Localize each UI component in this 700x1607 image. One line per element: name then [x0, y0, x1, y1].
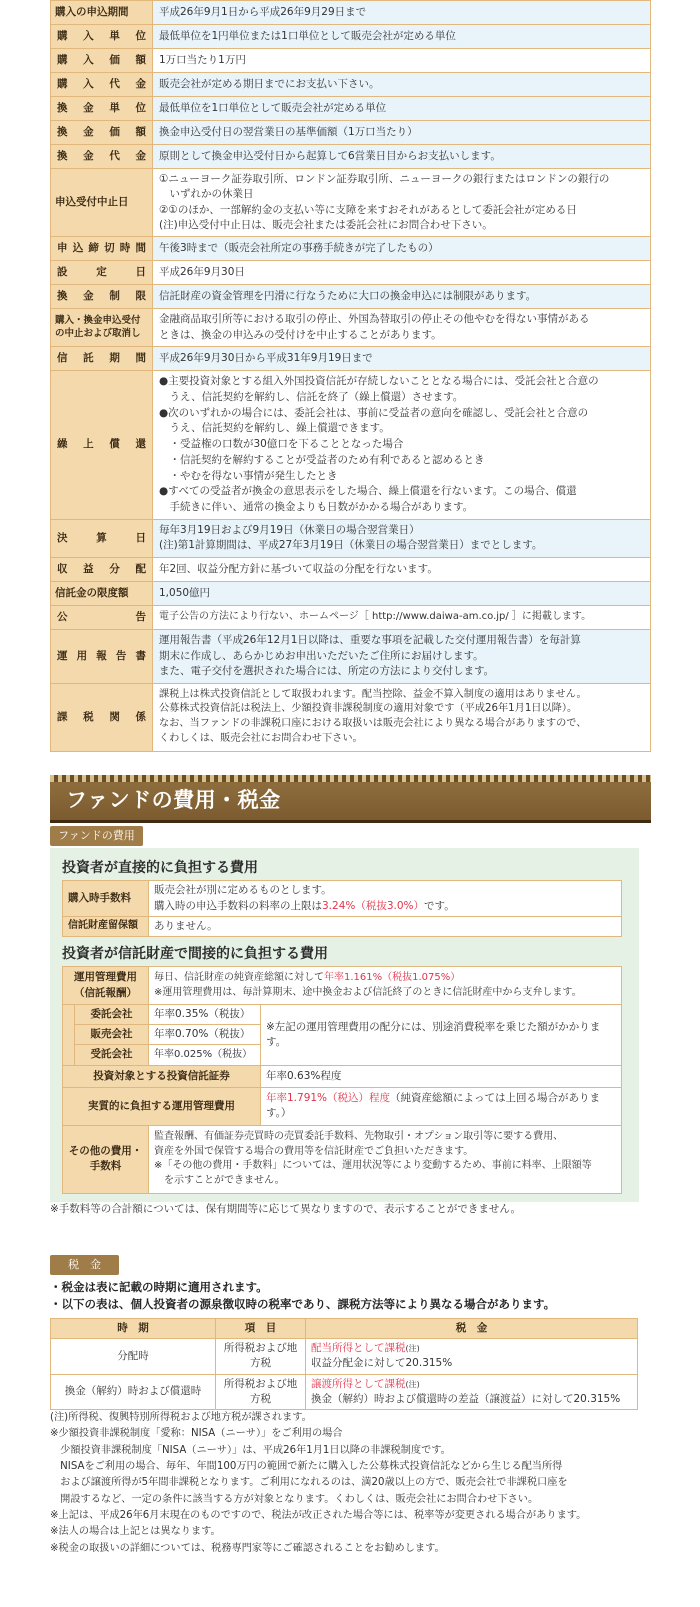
- table-row: [51, 629, 651, 683]
- tax-table: [50, 1318, 638, 1410]
- row-key: 決算日: [51, 519, 153, 557]
- row-value: 原則として換金申込受付日から起算して6営業日目からお支払いします。: [153, 145, 651, 169]
- value-line: を示すことができません。: [154, 1174, 285, 1186]
- divider: [50, 820, 651, 823]
- row-key: 運用報告書: [51, 629, 153, 683]
- spacer: [63, 1005, 75, 1066]
- value-line: 販売会社が別に定めるものとします。: [154, 884, 332, 897]
- highlight-rate: 3.24%（税抜3.0%）: [322, 899, 425, 912]
- row-value: [153, 519, 651, 557]
- row-key: 公告: [51, 605, 153, 629]
- row-value: 平成26年9月1日から平成26年9月29日まで: [153, 1, 651, 25]
- table-row: [51, 581, 651, 605]
- row-key: 収益分配: [51, 557, 153, 581]
- row-value: [153, 629, 651, 683]
- table-row: [51, 25, 651, 49]
- value-line: (注)申込受付中止日は、販売会社または委託会社にお問合わせ下さい。: [159, 218, 493, 231]
- table-row: [63, 1125, 622, 1193]
- reserve-value: ありません。: [149, 917, 622, 937]
- table-header-row: [51, 1319, 638, 1339]
- highlight-text: 配当所得として課税: [311, 1342, 406, 1355]
- purchase-fee-value: [149, 881, 622, 917]
- breakdown-note: ※左記の運用管理費用の配分には、別途消費税率を乗じた額がかかります。: [261, 1005, 622, 1066]
- row-key: 換金単位: [51, 97, 153, 121]
- other-fee-label: その他の費用・手数料: [63, 1125, 149, 1193]
- breakdown-label: 販売会社: [75, 1025, 149, 1045]
- direct-fee-table: [62, 880, 622, 937]
- row-value: 電子公告の方法により行ない、ホームページ［ http://www.daiwa-am.co.jp/ ］に掲載します。: [153, 605, 651, 629]
- table-row: [63, 1065, 622, 1087]
- breakdown-value: 年率0.35%（税抜）: [149, 1005, 261, 1025]
- value-line: ●すべての受益者が換金の意思表示をした場合、繰上償還を行ないます。この場合、償還: [159, 485, 577, 498]
- indirect-fee-table: [62, 966, 622, 1194]
- table-row: [51, 261, 651, 285]
- table-row: [51, 371, 651, 520]
- row-key: 繰上償還: [51, 371, 153, 520]
- value-line: 金融商品取引所等における取引の停止、外国為替取引の停止その他やむを得ない事情がある: [159, 313, 590, 326]
- tax-item: 所得税および地方税: [216, 1339, 306, 1374]
- note-line: 開設するなど、一定の条件に該当する方が対象となります。くわしくは、販売会社にお問合わせ下さい。: [50, 1493, 539, 1505]
- row-key: 換金価額: [51, 121, 153, 145]
- value-line: 運用報告書（平成26年12月1日以降は、重要な事項を記載した交付運用報告書）を毎計算: [159, 634, 581, 647]
- breakdown-label: 受託会社: [75, 1045, 149, 1065]
- value-line: また、電子交付を選択された場合には、所定の方法により交付します。: [159, 664, 495, 677]
- row-key: 購入の申込期間: [51, 1, 153, 25]
- note-line: ※法人の場合は上記とは異なります。: [50, 1526, 221, 1538]
- value-line: ●次のいずれかの場合には、委託会社は、事前に受益者の意向を確認し、受託会社と合意の: [159, 406, 589, 419]
- purchase-fee-label: 購入時手数料: [63, 881, 149, 917]
- text: 毎日、信託財産の純資産総額に対して: [154, 972, 324, 983]
- value-line: ②①のほか、一部解約金の支払い等に支障を来すおそれがあるとして委託会社が定める日: [159, 203, 577, 216]
- value-line: うえ、信託契約を解約し、信託を終了（繰上償還）させます。: [159, 390, 464, 403]
- note-line: ※税金の取扱いの詳細については、税務専門家等にご確認されることをお勧めします。: [50, 1542, 445, 1554]
- value-line: [311, 1341, 632, 1356]
- value-line: ・信託契約を解約することが受益者のため有利であると認めるとき: [159, 453, 485, 466]
- note-line: NISAをご利用の場合、毎年、年間100万円の範囲で新たに購入した公募株式投資信託などから生じる配当所得: [50, 1460, 563, 1472]
- row-value: [153, 371, 651, 520]
- table-row: [51, 1, 651, 25]
- row-key: 申込締切時間: [51, 237, 153, 261]
- table-row: [51, 519, 651, 557]
- row-key: 購入価額: [51, 49, 153, 73]
- table-row: [51, 121, 651, 145]
- table-row: [51, 49, 651, 73]
- fee-footnote: ※手数料等の合計額については、保有期間等に応じて異なりますので、表示することができません。: [50, 1203, 522, 1215]
- row-key: 購入・換金申込受付の中止および取消し: [51, 309, 153, 347]
- tax-tag: 税 金: [50, 1255, 119, 1275]
- target-label: 投資対象とする投資信託証券: [63, 1065, 261, 1087]
- table-row: [63, 1005, 622, 1025]
- row-key: 購入代金: [51, 73, 153, 97]
- value-line: [154, 899, 616, 914]
- note-line: ※少額投資非課税制度「愛称：NISA（ニーサ）」をご利用の場合: [50, 1428, 343, 1440]
- row-key: 信託期間: [51, 347, 153, 371]
- row-value: 午後3時まで（販売会社所定の事務手続きが完了したもの）: [153, 237, 651, 261]
- table-row: [51, 169, 651, 237]
- row-key: 購入単位: [51, 25, 153, 49]
- other-fee-value: [149, 1125, 622, 1193]
- value-line: ・受益権の口数が30億口を下ることとなった場合: [159, 438, 404, 450]
- tax-period: 分配時: [51, 1339, 216, 1374]
- tax-notes: [50, 1410, 586, 1557]
- row-key: 課税関係: [51, 683, 153, 751]
- mgmt-fee-label: 運用管理費用（信託報酬）: [63, 967, 149, 1005]
- value-line: 監査報酬、有価証券売買時の売買委託手数料、先物取引・オプション取引等に要する費用、: [154, 1131, 564, 1143]
- row-value: 平成26年9月30日から平成31年9月19日まで: [153, 347, 651, 371]
- value-line: 換金（解約）時および償還時の差益（譲渡益）に対して20.315%: [311, 1392, 621, 1405]
- value-line: 手続きに伴い、通常の換金よりも日数がかかる場合があります。: [159, 501, 474, 513]
- tax-bullet: ・税金は表に記載の時期に適用されます。: [50, 1280, 268, 1294]
- note-mark: (注): [405, 1344, 420, 1354]
- row-value: 換金申込受付日の翌営業日の基準価額（1万口当たり）: [153, 121, 651, 145]
- column-header: 税 金: [306, 1319, 638, 1339]
- table-row: [51, 97, 651, 121]
- text: （純資産総額によっては上回る場合があります。）: [266, 1091, 601, 1120]
- row-key: 申込受付中止日: [51, 169, 153, 237]
- row-key: 換金代金: [51, 145, 153, 169]
- tax-value: [306, 1339, 638, 1374]
- row-key: 信託金の限度額: [51, 581, 153, 605]
- row-key: 設定日: [51, 261, 153, 285]
- row-value: [153, 309, 651, 347]
- row-value: 販売会社が定める期日までにお支払い下さい。: [153, 73, 651, 97]
- row-value: 1,050億円: [153, 581, 651, 605]
- row-value: 信託財産の資金管理を円滑に行なうために大口の換金申込には制限があります。: [153, 285, 651, 309]
- table-row: [63, 967, 622, 1005]
- table-row: [63, 917, 622, 937]
- value-line: [311, 1377, 632, 1392]
- section-title: ファンドの費用・税金: [66, 788, 281, 812]
- note-line: 少額投資非課税制度「NISA（ニーサ）」は、平成26年1月1日以降の非課税制度です。: [50, 1444, 451, 1456]
- table-row: [51, 347, 651, 371]
- note-mark: (注): [405, 1379, 420, 1389]
- tax-period: 換金（解約）時および償還時: [51, 1374, 216, 1409]
- table-row: [51, 309, 651, 347]
- value-line: うえ、信託契約を解約し、繰上償還できます。: [159, 422, 390, 435]
- column-header: 項 目: [216, 1319, 306, 1339]
- table-row: [51, 683, 651, 751]
- mgmt-fee-value: [149, 967, 622, 1005]
- breakdown-label: 委託会社: [75, 1005, 149, 1025]
- indirect-fee-heading: 投資者が信託財産で間接的に負担する費用: [62, 946, 328, 962]
- row-value: 平成26年9月30日: [153, 261, 651, 285]
- value-line: くわしくは、販売会社にお問合わせ下さい。: [159, 733, 363, 745]
- table-row: [63, 1087, 622, 1125]
- value-line: いずれかの休業日: [159, 188, 254, 201]
- row-value: 年2回、収益分配方針に基づいて収益の分配を行ないます。: [153, 557, 651, 581]
- row-value: 最低単位を1円単位または1口単位として販売会社が定める単位: [153, 25, 651, 49]
- value-line: (注)第1計算期間は、平成27年3月19日（休業日の場合翌営業日）までとします。: [159, 539, 543, 552]
- value-line: ①ニューヨーク証券取引所、ロンドン証券取引所、ニューヨークの銀行またはロンドンの銀行の: [159, 173, 610, 186]
- highlight-rate: 年率1.161%（税抜1.075%）: [324, 972, 461, 983]
- value-line: ※「その他の費用・手数料」については、運用状況等により変動するため、事前に料率、上限額等: [154, 1160, 592, 1172]
- text: 購入時の申込手数料の料率の上限は: [154, 899, 322, 912]
- tax-bullet: ・以下の表は、個人投資者の源泉徴収時の税率であり、課税方法等により異なる場合があります。: [50, 1297, 556, 1311]
- row-value: [153, 169, 651, 237]
- effective-label: 実質的に負担する運用管理費用: [63, 1087, 261, 1125]
- tax-value: [306, 1374, 638, 1409]
- value-line: 公募株式投資信託は税法上、少額投資非課税制度の適用対象です（平成26年1月1日以降）。: [159, 703, 578, 715]
- value-line: 資産を外国で保管する場合の費用等を信託財産でご負担いただきます。: [154, 1145, 474, 1157]
- row-value: [153, 683, 651, 751]
- note-line: および譲渡所得が5年間非課税となります。ご利用になれるのは、満20歳以上の方で、販売会社で非課税口座を: [50, 1477, 568, 1489]
- highlight-text: 譲渡所得として課税: [311, 1377, 406, 1390]
- value-line: 課税上は株式投資信託として取扱われます。配当控除、益金不算入制度の適用はありません。: [159, 688, 587, 700]
- value-line: ●主要投資対象とする組入外国投資信託が存続しないこととなる場合には、受託会社と合意の: [159, 375, 599, 387]
- direct-fee-heading: 投資者が直接的に負担する費用: [62, 860, 258, 876]
- fee-tag: ファンドの費用: [50, 826, 143, 846]
- value-line: なお、当ファンドの非課税口座における取扱いは販売会社により異なる場合がありますので、: [159, 718, 587, 730]
- table-row: [51, 73, 651, 97]
- note-line: ※上記は、平成26年6月末現在のものですので、税法が改正された場合等には、税率等が変更される場合があります。: [50, 1509, 587, 1521]
- row-value: 最低単位を1口単位として販売会社が定める単位: [153, 97, 651, 121]
- value-line: ときは、換金の申込みの受付けを中止することがあります。: [159, 328, 442, 341]
- breakdown-value: 年率0.70%（税抜）: [149, 1025, 261, 1045]
- value-line: ※運用管理費用は、毎計算期末、途中換金および信託終了のときに信託財産中から支弁します。: [154, 986, 582, 998]
- value-line: 収益分配金に対して20.315%: [311, 1357, 453, 1370]
- table-row: [51, 1339, 638, 1374]
- row-value: 1万口当たり1万円: [153, 49, 651, 73]
- tax-item: 所得税および地方税: [216, 1374, 306, 1409]
- table-row: [63, 881, 622, 917]
- table-row: [51, 145, 651, 169]
- table-row: [51, 557, 651, 581]
- row-key: 換金制限: [51, 285, 153, 309]
- value-line: ・やむを得ない事情が発生したとき: [159, 469, 338, 482]
- decorative-pattern: [50, 775, 651, 782]
- value-line: [154, 971, 616, 986]
- column-header: 時 期: [51, 1319, 216, 1339]
- breakdown-value: 年率0.025%（税抜）: [149, 1045, 261, 1065]
- section-header-band: [50, 775, 651, 823]
- target-value: 年率0.63%程度: [261, 1065, 622, 1087]
- fund-info-table: [50, 0, 651, 752]
- table-row: [51, 605, 651, 629]
- table-row: [51, 285, 651, 309]
- table-row: [51, 237, 651, 261]
- reserve-label: 信託財産留保額: [63, 917, 149, 937]
- effective-value: [261, 1087, 622, 1125]
- note-line: (注)所得税、復興特別所得税および地方税が課されます。: [50, 1412, 312, 1423]
- text: です。: [424, 899, 455, 912]
- value-line: 毎年3月19日および9月19日（休業日の場合翌営業日）: [159, 524, 420, 537]
- value-line: 期末に作成し、あらかじめお申出いただいたご住所にお届けします。: [159, 649, 484, 662]
- table-row: [51, 1374, 638, 1409]
- highlight-rate: 年率1.791%（税込）程度: [266, 1091, 391, 1104]
